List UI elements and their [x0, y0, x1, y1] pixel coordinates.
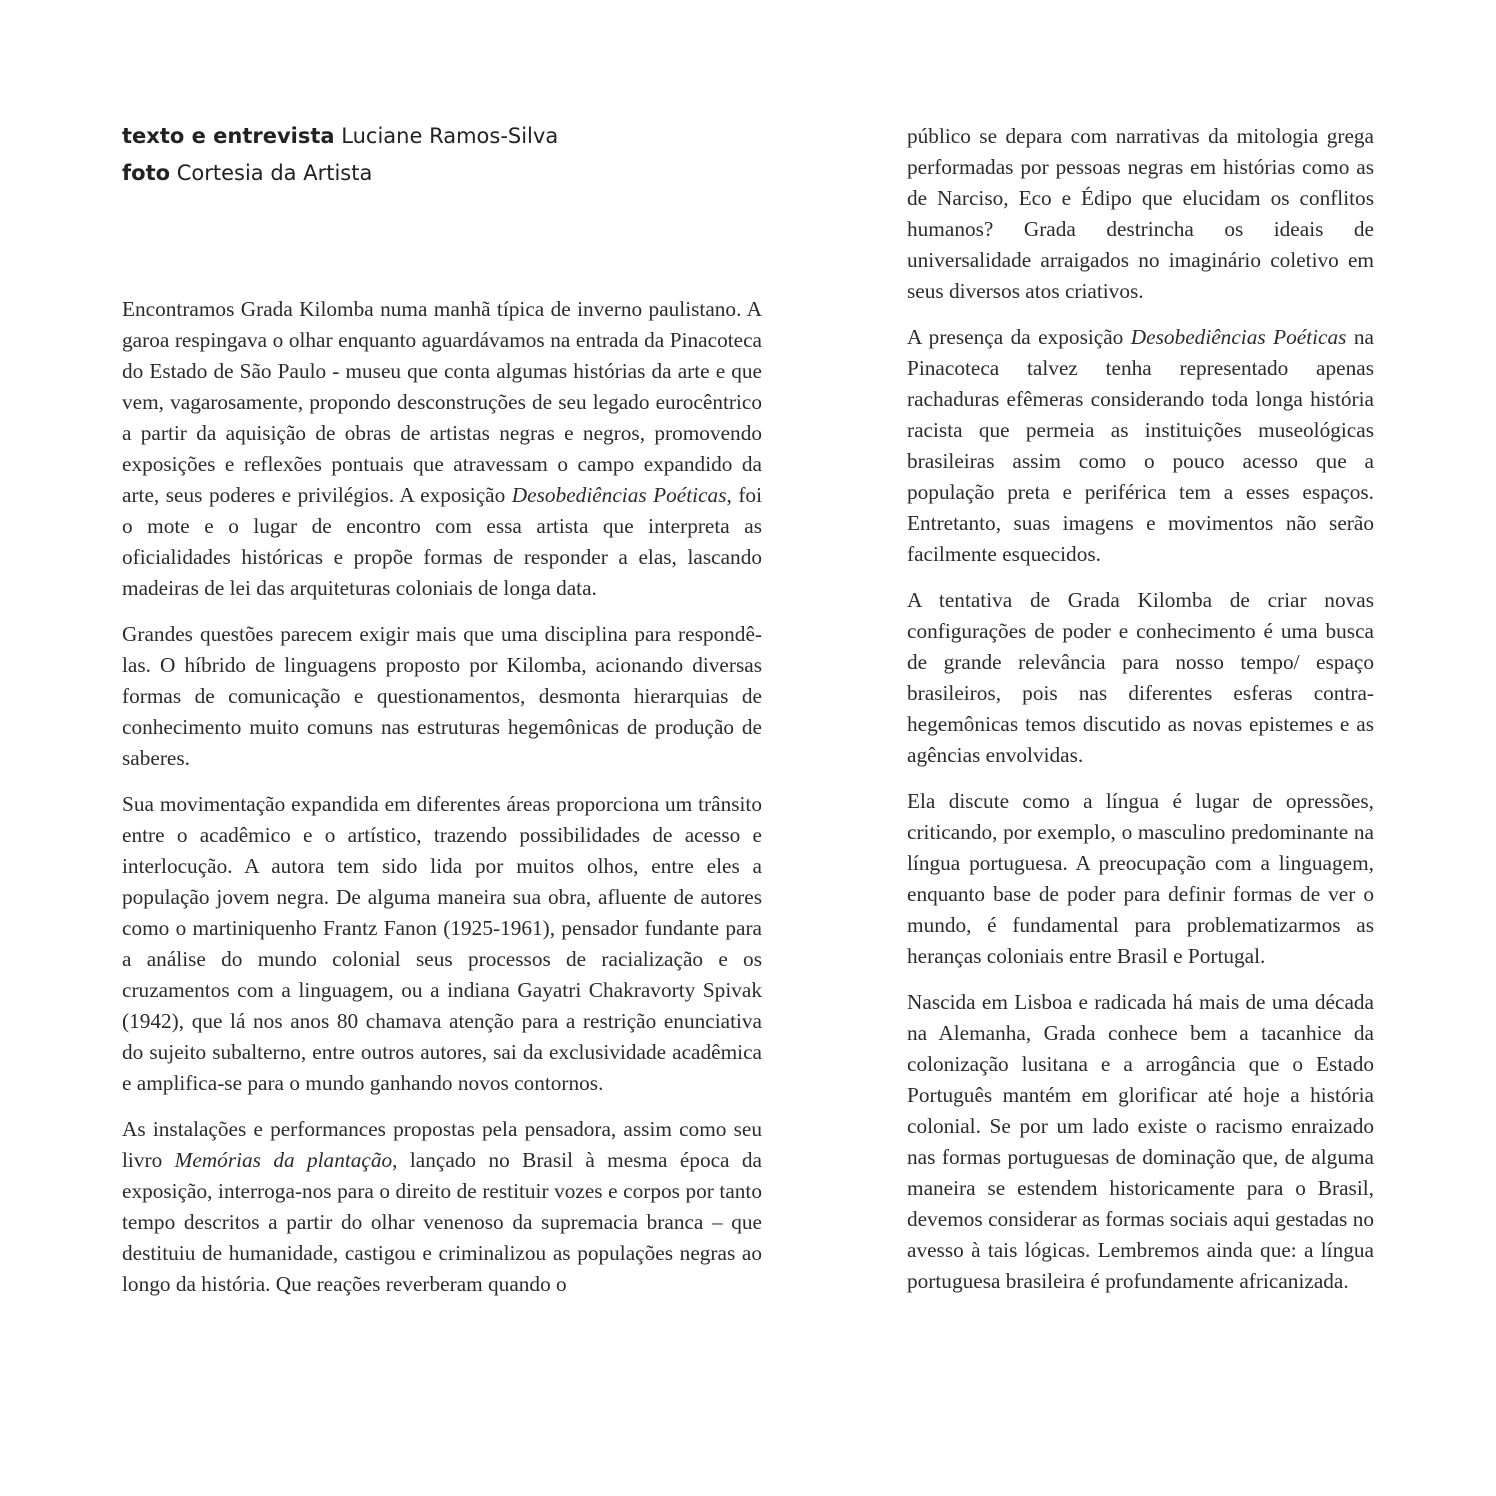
- text: A presença da exposição: [907, 325, 1131, 349]
- paragraph: Ela discute como a língua é lugar de opressões, criticando, por exemplo, o masculino predominante na língua portuguesa. A preocupação com a linguagem, enquanto base de poder para definir formas de ver o mundo, é fundamental para problematizarmos as heranças coloniais entre Brasil e Portugal.: [907, 789, 1374, 968]
- paragraph: A tentativa de Grada Kilomba de criar novas configurações de poder e conhecimento é uma busca de grande relevância para nosso tempo/ espaço brasileiros, pois nas diferentes esferas contra-hegemônicas temos discutido as novas epistemes e as agências envolvidas.: [907, 588, 1374, 767]
- photo-credit: [122, 155, 558, 192]
- credits: [122, 118, 558, 192]
- paragraph: Nascida em Lisboa e radicada há mais de uma década na Alemanha, Grada conhece bem a tacanhice da colonização lusitana e a arrogância que o Estado Português mantém em glorificar até hoje a história colonial. Se por um lado existe o racismo enraizado nas formas portuguesas de dominação que, de alguma maneira se estendem historicamente para o Brasil, devemos considerar as formas sociais aqui gestadas no avesso à tais lógicas. Lembremos ainda que: a língua portuguesa brasileira é profundamente africanizada.: [907, 990, 1374, 1293]
- paragraph: [907, 322, 1374, 570]
- book-title: Memórias da plantação: [174, 1148, 393, 1172]
- text: , foi o mote e o lugar de encontro com essa artista que interpreta as oficialidades históricas e propõe formas de responder a elas, lascando madeiras de lei das arquiteturas coloniais de longa data.: [122, 483, 762, 600]
- text: , lançado no Brasil à mesma época da exposição, interroga-nos para o direito de restituir vozes e corpos por tanto tempo descritos a partir do olhar venenoso da supremacia branca – que destituiu de humanidade, castigou e criminalizou as populações negras ao longo da história. Que reações reverberam quando o: [122, 1148, 762, 1296]
- photo-credit-value: Cortesia da Artista: [176, 161, 373, 185]
- text: As instalações e performances propostas pela pensadora, assim como seu livro: [122, 1117, 762, 1172]
- paragraph: [122, 1114, 762, 1300]
- paragraph: [122, 294, 762, 604]
- text: na Pinacoteca talvez tenha representado apenas rachaduras efêmeras considerando toda longa história racista que permeia as instituições museológicas brasileiras assim como o pouco acesso que a população preta e periférica tem a esses espaços. Entretanto, suas imagens e movimentos não serão facilmente esquecidos.: [907, 325, 1374, 566]
- text-author: Luciane Ramos-Silva: [341, 124, 559, 148]
- exhibition-title: Desobediências Poéticas: [1130, 325, 1347, 349]
- paragraph: público se depara com narrativas da mitologia grega performadas por pessoas negras em histórias como as de Narciso, Eco e Édipo que elucidam os conflitos humanos? Grada destrincha os ideais de universalidade arraigados no imaginário coletivo em seus diversos atos criativos.: [907, 124, 1374, 303]
- photo-credit-label: foto: [122, 161, 171, 185]
- left-column: [122, 294, 762, 1315]
- text-credit-label: texto e entrevista: [122, 124, 335, 148]
- paragraph: Sua movimentação expandida em diferentes áreas proporciona um trânsito entre o acadêmico e o artístico, trazendo possibilidades de acesso e interlocução. A autora tem sido lida por muitos olhos, entre eles a população jovem negra. De alguma maneira sua obra, afluente de autores como o martiniquenho Frantz Fanon (1925-1961), pensador fundante para a análise do mundo colonial seus processos de racialização e os cruzamentos com a linguagem, ou a indiana Gayatri Chakravorty Spivak (1942), que lá nos anos 80 chamava atenção para a restrição enunciativa do sujeito subalterno, entre outros autores, sai da exclusividade acadêmica e amplifica-se para o mundo ganhando novos contornos.: [122, 792, 762, 1095]
- exhibition-title: Desobediências Poéticas: [511, 483, 727, 507]
- right-column: [907, 121, 1374, 1312]
- paragraph: Grandes questões parecem exigir mais que uma disciplina para respondê-las. O híbrido de linguagens proposto por Kilomba, acionando diversas formas de comunicação e questionamentos, desmonta hierarquias de conhecimento muito comuns nas estruturas hegemônicas de produção de saberes.: [122, 622, 762, 770]
- text: Encontramos Grada Kilomba numa manhã típica de inverno paulistano. A garoa respingava o olhar enquanto aguardávamos na entrada da Pinacoteca do Estado de São Paulo - museu que conta algumas histórias da arte e que vem, vagarosamente, propondo desconstruções de seu legado eurocêntrico a partir da aquisição de obras de artistas negras e negros, promovendo exposições e reflexões pontuais que atravessam o campo expandido da arte, seus poderes e privilégios. A exposição: [122, 297, 762, 507]
- text-credit: [122, 118, 558, 155]
